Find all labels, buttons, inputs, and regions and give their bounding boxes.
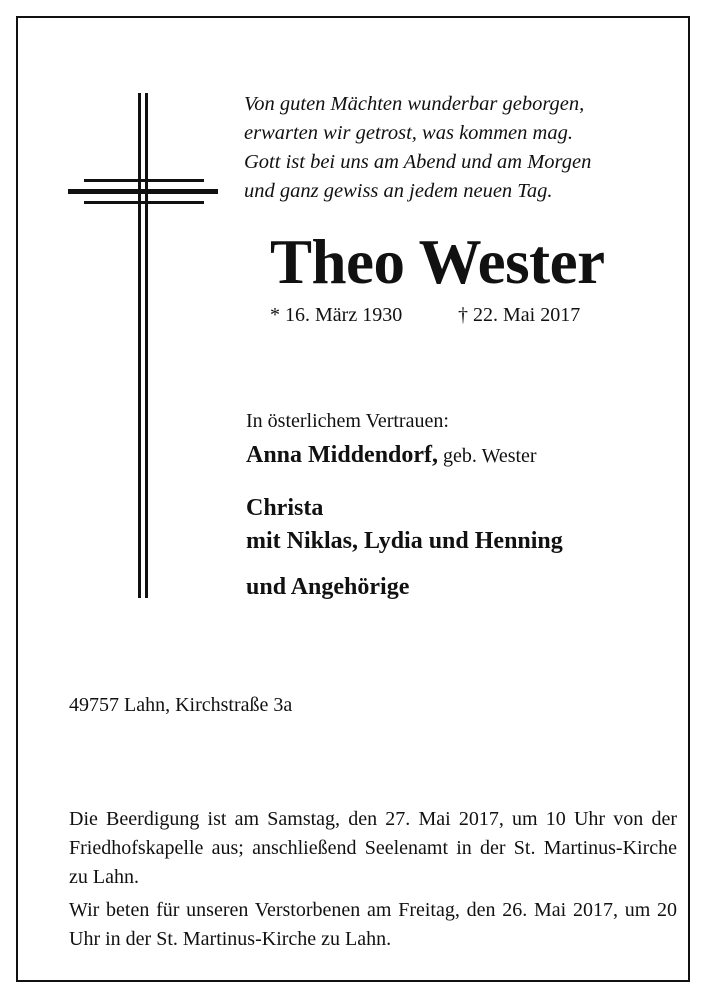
- mourners-intro: In österlichem Vertrauen:: [246, 410, 449, 432]
- mourner-name: Anna Middendorf,: [246, 442, 439, 468]
- funeral-paragraph: Die Beerdigung ist am Samstag, den 27. Mai 2017, um 10 Uhr von der Friedhofskapelle aus; anschließend Seelenamt in der St. Martinus-Kirche zu Lahn.: [69, 808, 677, 888]
- obituary-frame: [16, 16, 690, 982]
- mourner-children: mit Niklas, Lydia und Henning: [246, 528, 563, 554]
- poem-line: Gott ist bei uns am Abend und am Morgen: [244, 151, 592, 173]
- poem: [244, 90, 694, 206]
- prayer-paragraph: Wir beten für unseren Verstorbenen am Freitag, den 26. Mai 2017, um 20 Uhr in der St. Martinus-Kirche zu Lahn.: [69, 899, 677, 950]
- cross-icon: [68, 93, 218, 598]
- poem-line: erwarten wir getrost, was kommen mag.: [244, 122, 573, 144]
- mourner-line-1: [246, 442, 537, 469]
- mourner-maiden-name: geb. Wester: [438, 445, 537, 467]
- mourner-line-2: [246, 492, 563, 558]
- birth-date: * 16. März 1930: [270, 304, 403, 326]
- deceased-name: Theo Wester: [270, 227, 605, 297]
- death-date: † 22. Mai 2017: [458, 304, 581, 326]
- poem-line: Von guten Mächten wunderbar geborgen,: [244, 93, 585, 115]
- mourner-name: Christa: [246, 495, 324, 521]
- address: 49757 Lahn, Kirchstraße 3a: [69, 694, 293, 716]
- poem-line: und ganz gewiss an jedem neuen Tag.: [244, 180, 553, 202]
- mourner-relatives: und Angehörige: [246, 574, 410, 600]
